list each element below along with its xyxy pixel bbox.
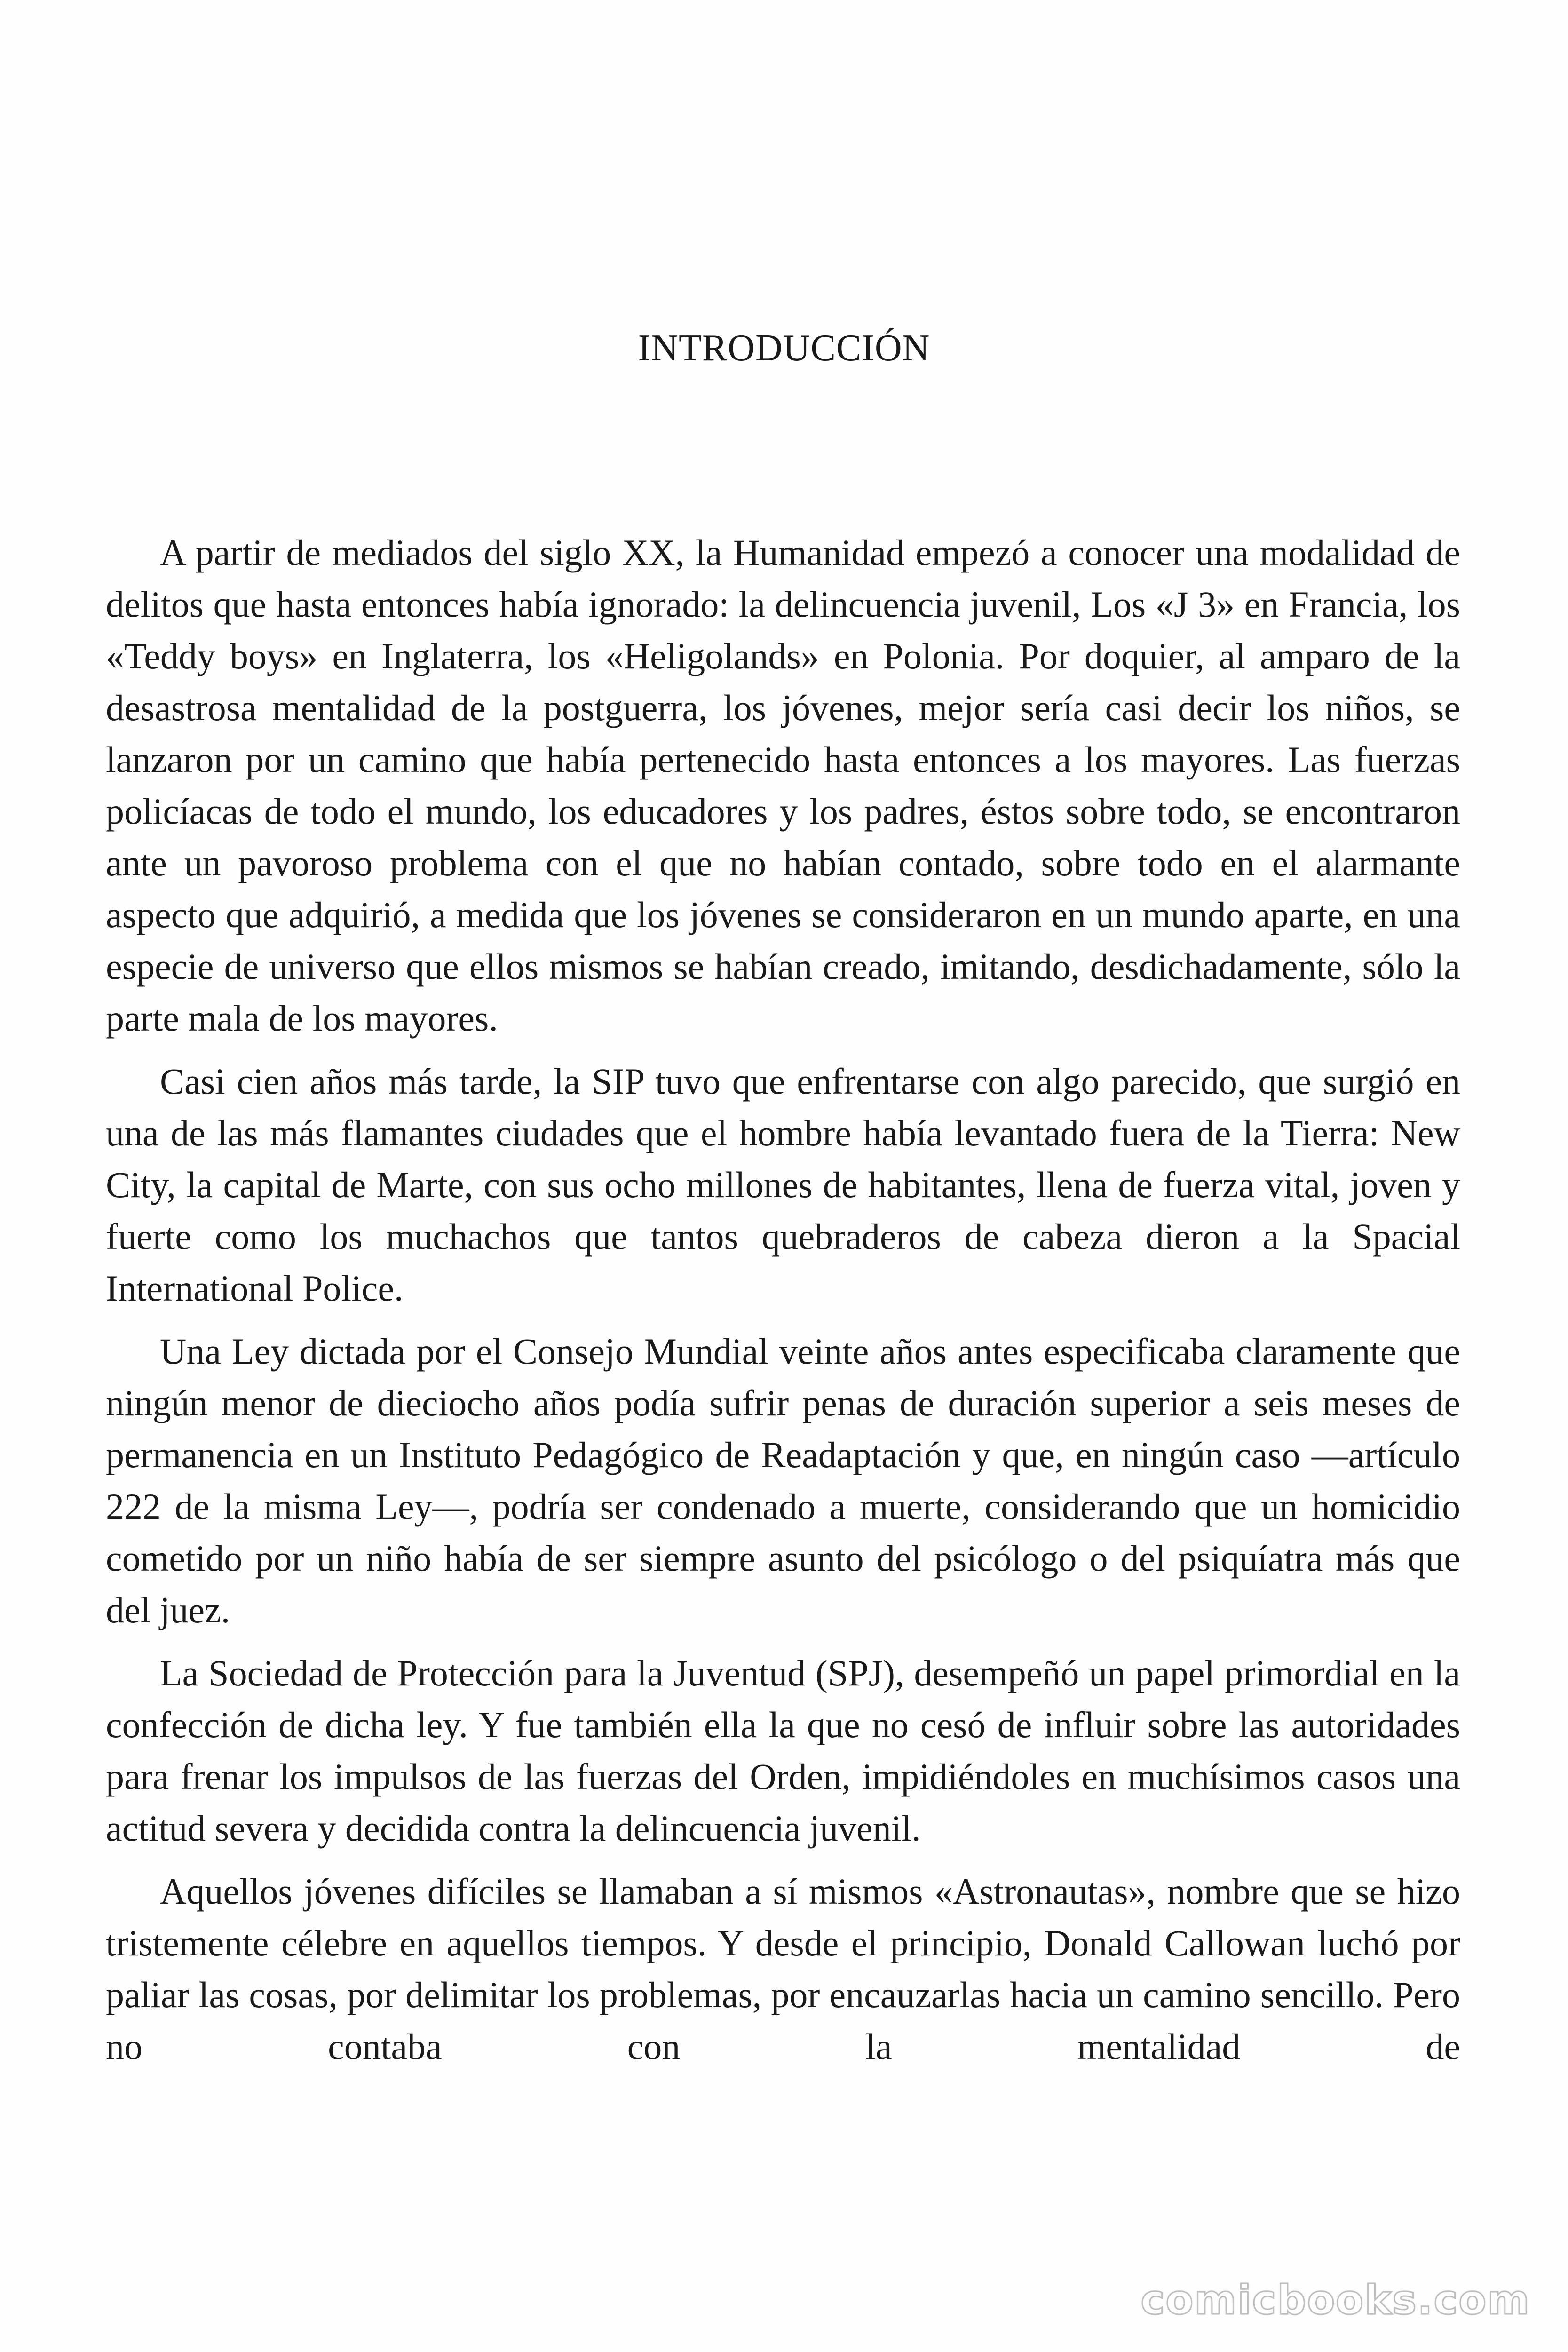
body-text xyxy=(106,527,1460,2084)
paragraph-2: Casi cien años más tarde, la SIP tuvo que enfrentarse con algo parecido, que surgió en una de las más flamantes ciudades que el hombre había levantado fuera de la Tierra: New City, la capital de Marte, con sus ocho millones de habitantes, llena de fuerza vital, joven y fuerte como los muchachos que tantos quebraderos de cabeza dieron a la Spacial International Police. xyxy=(106,1061,1460,1309)
paragraph-4: La Sociedad de Protección para la Juventud (SPJ), desempeñó un papel primordial en la confección de dicha ley. Y fue también ella la que no cesó de influir sobre las autoridades para frenar los impulsos de las fuerzas del Orden, impidiéndoles en muchísimos casos una actitud severa y decidida contra la delincuencia juvenil. xyxy=(106,1653,1460,1849)
watermark-logo: comicbooks.com xyxy=(1140,2277,1530,2324)
paragraph-3: Una Ley dictada por el Consejo Mundial veinte años antes especificaba claramente que ningún menor de dieciocho años podía sufrir penas de duración superior a seis meses de permanencia en un Instituto Pedagógico de Readaptación y que, en ningún caso —artículo 222 de la misma Ley—, podría ser condenado a muerte, considerando que un homicidio cometido por un niño había de ser siempre asunto del psicólogo o del psiquíatra más que del juez. xyxy=(106,1331,1460,1630)
paragraph-1: A partir de mediados del siglo XX, la Humanidad empezó a conocer una modalidad de delitos que hasta entonces había ignorado: la delincuencia juvenil, Los «J 3» en Francia, los «Teddy boys» en Inglaterra, los «Heligolands» en Polonia. Por doquier, al amparo de la desastrosa mentalidad de la postguerra, los jóvenes, mejor sería casi decir los niños, se lanzaron por un camino que había pertenecido hasta entonces a los mayores. Las fuerzas policíacas de todo el mundo, los educadores y los padres, éstos sobre todo, se encontraron ante un pavoroso problema con el que no habían contado, sobre todo en el alarmante aspecto que adquirió, a medida que los jóvenes se consideraron en un mundo aparte, en una especie de universo que ellos mismos se habían creado, imitando, desdichadamente, sólo la parte mala de los mayores. xyxy=(106,532,1460,1039)
chapter-title: INTRODUCCIÓN xyxy=(638,327,930,369)
paragraph-5: Aquellos jóvenes difíciles se llamaban a sí mismos «Astronautas», nombre que se hizo tristemente célebre en aquellos tiempos. Y desde el principio, Donald Callowan luchó por paliar las cosas, por delimitar los problemas, por encauzarlas hacia un camino sencillo. Pero no contaba con la mentalidad de xyxy=(106,1871,1460,2067)
